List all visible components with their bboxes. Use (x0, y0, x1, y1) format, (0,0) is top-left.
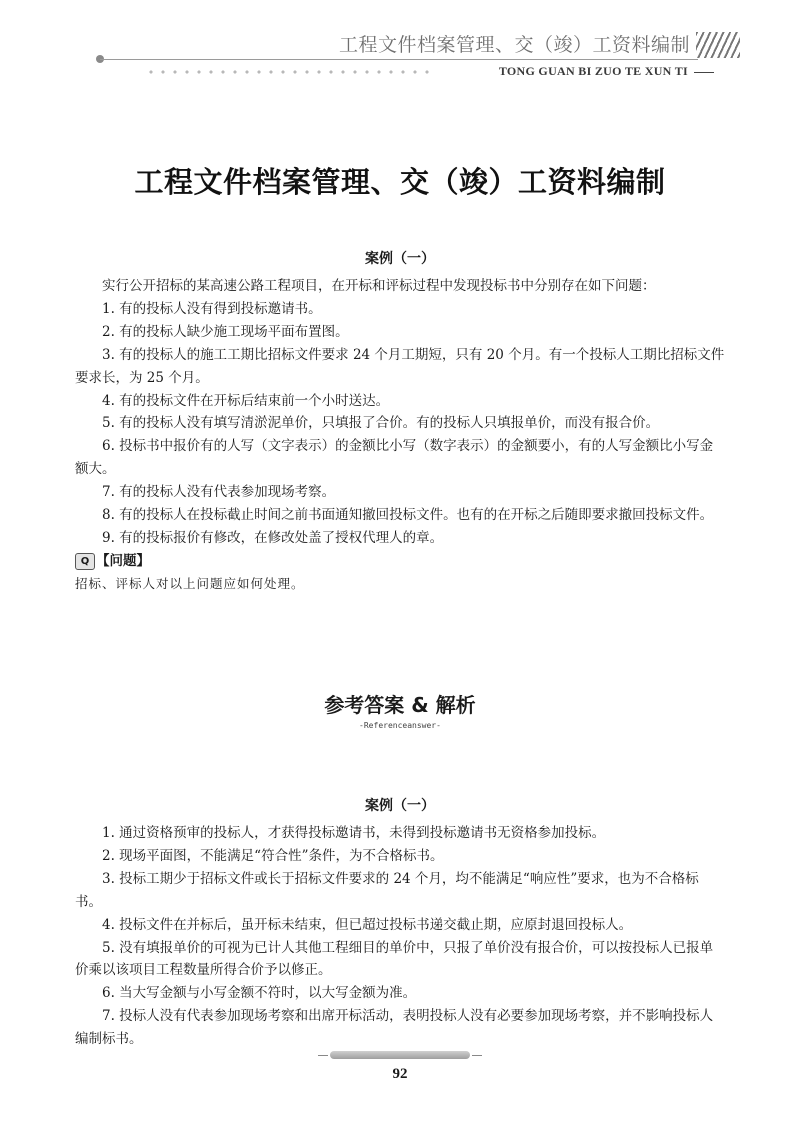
case-item: 8. 有的投标人在投标截止时间之前书面通知撤回投标文件。也有的在开标之后随即要求撤回投标文件。 (102, 507, 714, 524)
case-item: 9. 有的投标报价有修改，在修改处盖了授权代理人的章。 (102, 529, 444, 546)
case-item: 7. 有的投标人没有代表参加现场考察。 (102, 484, 336, 501)
case-item: 2. 有的投标人缺少施工现场平面布置图。 (102, 323, 349, 340)
header-sub-dash (694, 72, 714, 73)
answer-item: 6. 当大写金额与小写金额不符时，以大写金额为准。 (102, 985, 417, 1002)
footer-line-right (472, 1055, 482, 1056)
footer-line-left (318, 1055, 328, 1056)
question-text: 招标、评标人对以上问题应如何处理。 (75, 575, 305, 591)
page-title: 工程文件档案管理、交（竣）工资料编制 (134, 165, 666, 199)
answer-item: 7. 投标人没有代表参加现场考察和出席开标活动，表明投标人没有必要参加现场考察，并不影响投标人编制标书。 (75, 1008, 714, 1048)
case-item: 5. 有的投标人没有填写清淤泥单价，只填报了合价。有的投标人只填报单价，而没有报合价。 (102, 415, 660, 432)
answer-item: 4. 投标文件在并标后，虽开标未结束，但已超过投标书递交截止期，应原封退回投标人。 (102, 916, 633, 933)
answer-item: 1. 通过资格预审的投标人，才获得投标邀请书，未得到投标邀请书无资格参加投标。 (102, 825, 606, 841)
page-number: 92 (392, 1066, 408, 1082)
question-heading (75, 550, 725, 573)
answer-item: 5. 没有填报单价的可视为已计人其他工程细目的单价中，只报了单价没有报合价，可以按投标人已报单价乘以该项目工程数量所得合价予以修正。 (75, 939, 714, 979)
header-dots-decoration (145, 70, 435, 74)
header-subtitle: TONG GUAN BI ZUO TE XUN TI (498, 64, 688, 78)
header-stripes-decoration (696, 32, 740, 58)
question-icon: Q (75, 553, 95, 570)
case-item: 3. 有的投标人的施工工期比招标文件要求 24 个月工期短，只有 20 个月。有一个投标人工期比招标文件要求长，为 25 个月。 (75, 346, 725, 386)
header-rule (100, 59, 698, 60)
case-body (75, 275, 725, 596)
case-intro: 实行公开招标的某高速公路工程项目，在开标和评标过程中发现投标书中分别存在如下问题： (102, 278, 656, 294)
case-item: 4. 有的投标文件在开标后结束前一个小时送达。 (102, 392, 390, 409)
answer-subtitle: -Referenceanswer- (359, 721, 441, 730)
header-title: 工程文件档案管理、交（竣）工资料编制 (338, 34, 690, 56)
question-label: 【问题】 (96, 552, 150, 569)
case-item: 6. 投标书中报价有的人写（文字表示）的金额比小写（数字表示）的金额要小，有的人写金额比小写金额大。 (75, 438, 714, 478)
answer-case-heading: 案例（一） (365, 798, 435, 814)
footer-bar-decoration (330, 1051, 470, 1059)
answer-body (75, 822, 725, 1051)
answer-title: 参考答案 & 解析 (324, 693, 476, 717)
answer-item: 3. 投标工期少于招标文件或长于招标文件要求的 24 个月，均不能满足“响应性”要求，也为不合格标书。 (75, 870, 699, 910)
case-item: 1. 有的投标人没有得到投标邀请书。 (102, 300, 322, 317)
answer-item: 2. 现场平面图，不能满足“符合性”条件，为不合格标书。 (102, 847, 444, 864)
case-heading: 案例（一） (365, 251, 435, 267)
